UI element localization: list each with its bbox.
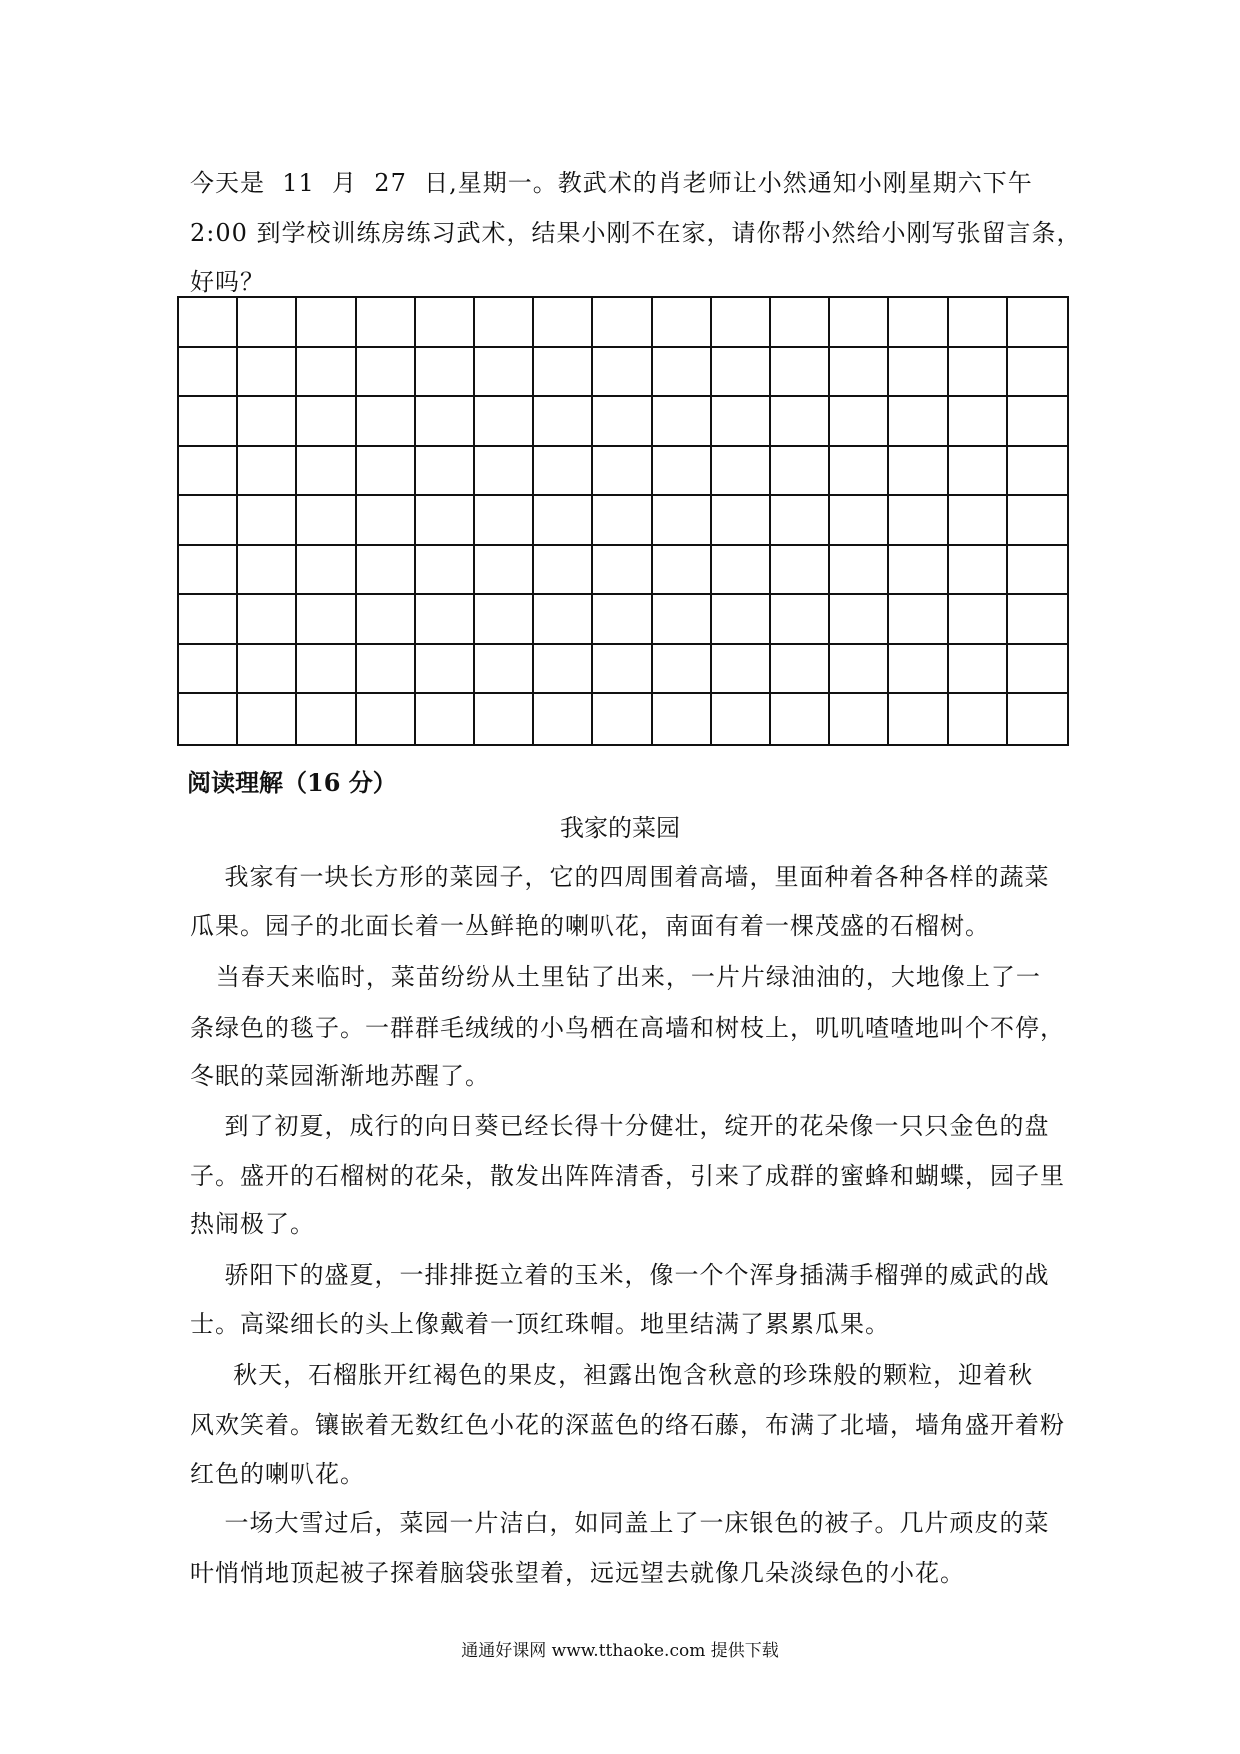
passage-line: 我家有一块长方形的菜园子，它的四周围着高墙，里面种着各种各样的蔬菜 [190, 863, 1050, 891]
grid-cell[interactable] [949, 496, 1008, 546]
grid-cell[interactable] [1008, 496, 1067, 546]
grid-cell[interactable] [712, 298, 771, 348]
grid-cell[interactable] [475, 298, 534, 348]
grid-cell[interactable] [653, 496, 712, 546]
grid-cell[interactable] [357, 496, 416, 546]
grid-cell[interactable] [889, 397, 948, 447]
grid-cell[interactable] [534, 595, 593, 645]
passage-line: 子。盛开的石榴树的花朵，散发出阵阵清香，引来了成群的蜜蜂和蝴蝶，园子里 [190, 1162, 1065, 1190]
passage-line: 当春天来临时，菜苗纷纷从土里钻了出来，一片片绿油油的，大地像上了一 [190, 963, 1041, 991]
grid-cell[interactable] [771, 447, 830, 497]
grid-cell[interactable] [771, 645, 830, 695]
grid-cell[interactable] [297, 546, 356, 596]
grid-cell[interactable] [889, 595, 948, 645]
grid-cell[interactable] [830, 348, 889, 398]
grid-cell[interactable] [297, 298, 356, 348]
grid-cell[interactable] [889, 694, 948, 744]
grid-cell[interactable] [653, 298, 712, 348]
grid-cell[interactable] [1008, 595, 1067, 645]
grid-cell[interactable] [416, 447, 475, 497]
grid-cell[interactable] [238, 397, 297, 447]
grid-cell[interactable] [179, 645, 238, 695]
grid-cell[interactable] [593, 496, 652, 546]
grid-cell[interactable] [357, 298, 416, 348]
grid-cell[interactable] [238, 694, 297, 744]
grid-cell[interactable] [1008, 348, 1067, 398]
grid-cell[interactable] [889, 645, 948, 695]
grid-cell[interactable] [1008, 546, 1067, 596]
grid-cell[interactable] [830, 595, 889, 645]
grid-cell[interactable] [593, 447, 652, 497]
grid-cell[interactable] [949, 645, 1008, 695]
grid-cell[interactable] [771, 397, 830, 447]
passage-title: 我家的菜园 [560, 814, 680, 842]
grid-cell[interactable] [830, 645, 889, 695]
grid-cell[interactable] [771, 595, 830, 645]
grid-cell[interactable] [1008, 447, 1067, 497]
grid-cell[interactable] [771, 496, 830, 546]
grid-cell[interactable] [534, 348, 593, 398]
passage-line: 一场大雪过后，菜园一片洁白，如同盖上了一床银色的被子。几片顽皮的菜 [190, 1509, 1050, 1537]
grid-cell[interactable] [712, 694, 771, 744]
passage-line: 士。高粱细长的头上像戴着一顶红珠帽。地里结满了累累瓜果。 [190, 1310, 890, 1338]
grid-cell[interactable] [475, 496, 534, 546]
grid-cell[interactable] [593, 694, 652, 744]
grid-cell[interactable] [889, 348, 948, 398]
grid-cell[interactable] [297, 348, 356, 398]
prompt-line: 今天是 11 月 27 日,星期一。教武术的肖老师让小然通知小刚星期六下午 [190, 169, 1033, 197]
grid-cell[interactable] [416, 546, 475, 596]
grid-cell[interactable] [179, 496, 238, 546]
grid-cell[interactable] [653, 694, 712, 744]
grid-cell[interactable] [238, 447, 297, 497]
grid-cell[interactable] [712, 348, 771, 398]
grid-cell[interactable] [179, 298, 238, 348]
grid-cell[interactable] [712, 645, 771, 695]
grid-cell[interactable] [238, 298, 297, 348]
grid-cell[interactable] [297, 694, 356, 744]
passage-line: 到了初夏，成行的向日葵已经长得十分健壮，绽开的花朵像一只只金色的盘 [190, 1112, 1050, 1140]
grid-cell[interactable] [593, 645, 652, 695]
grid-cell[interactable] [653, 397, 712, 447]
passage-line: 红色的喇叭花。 [190, 1460, 365, 1488]
grid-cell[interactable] [297, 447, 356, 497]
passage-line: 秋天，石榴胀开红褐色的果皮，袒露出饱含秋意的珍珠般的颗粒，迎着秋 [190, 1361, 1034, 1389]
grid-cell[interactable] [179, 694, 238, 744]
grid-cell[interactable] [949, 595, 1008, 645]
grid-cell[interactable] [949, 447, 1008, 497]
grid-cell[interactable] [889, 298, 948, 348]
grid-cell[interactable] [593, 595, 652, 645]
grid-cell[interactable] [357, 447, 416, 497]
grid-cell[interactable] [357, 694, 416, 744]
grid-cell[interactable] [653, 348, 712, 398]
grid-cell[interactable] [534, 645, 593, 695]
grid-cell[interactable] [712, 496, 771, 546]
grid-cell[interactable] [357, 595, 416, 645]
grid-cell[interactable] [830, 298, 889, 348]
passage-line: 条绿色的毯子。一群群毛绒绒的小鸟栖在高墙和树枝上，叽叽喳喳地叫个不停， [190, 1014, 1065, 1042]
grid-cell[interactable] [1008, 694, 1067, 744]
grid-cell[interactable] [238, 546, 297, 596]
grid-cell[interactable] [416, 298, 475, 348]
grid-cell[interactable] [712, 447, 771, 497]
grid-cell[interactable] [593, 348, 652, 398]
grid-cell[interactable] [949, 298, 1008, 348]
grid-cell[interactable] [771, 298, 830, 348]
grid-cell[interactable] [653, 645, 712, 695]
grid-cell[interactable] [534, 397, 593, 447]
grid-cell[interactable] [712, 397, 771, 447]
grid-cell[interactable] [475, 348, 534, 398]
grid-cell[interactable] [534, 298, 593, 348]
grid-cell[interactable] [830, 447, 889, 497]
grid-cell[interactable] [949, 546, 1008, 596]
grid-cell[interactable] [889, 447, 948, 497]
grid-cell[interactable] [297, 645, 356, 695]
grid-cell[interactable] [475, 694, 534, 744]
grid-cell[interactable] [357, 348, 416, 398]
passage-line: 叶悄悄地顶起被子探着脑袋张望着，远远望去就像几朵淡绿色的小花。 [190, 1559, 965, 1587]
grid-cell[interactable] [475, 447, 534, 497]
grid-cell[interactable] [1008, 298, 1067, 348]
section-heading: 阅读理解（16 分） [187, 768, 397, 797]
grid-cell[interactable] [475, 645, 534, 695]
grid-cell[interactable] [357, 546, 416, 596]
grid-cell[interactable] [475, 397, 534, 447]
grid-cell[interactable] [889, 546, 948, 596]
grid-cell[interactable] [238, 645, 297, 695]
grid-cell[interactable] [179, 595, 238, 645]
passage-line: 风欢笑着。镶嵌着无数红色小花的深蓝色的络石藤，布满了北墙，墙角盛开着粉 [190, 1411, 1065, 1439]
grid-cell[interactable] [830, 694, 889, 744]
prompt-line: 好吗？ [190, 268, 265, 296]
passage-line: 热闹极了。 [190, 1210, 315, 1238]
grid-cell[interactable] [593, 546, 652, 596]
grid-cell[interactable] [1008, 397, 1067, 447]
passage-line: 瓜果。园子的北面长着一丛鲜艳的喇叭花，南面有着一棵茂盛的石榴树。 [190, 912, 990, 940]
grid-cell[interactable] [357, 397, 416, 447]
grid-cell[interactable] [416, 496, 475, 546]
grid-cell[interactable] [889, 496, 948, 546]
grid-cell[interactable] [593, 397, 652, 447]
grid-cell[interactable] [534, 546, 593, 596]
grid-cell[interactable] [830, 397, 889, 447]
prompt-line: 2:00 到学校训练房练习武术，结果小刚不在家，请你帮小然给小刚写张留言条， [190, 219, 1082, 247]
grid-cell[interactable] [712, 546, 771, 596]
grid-cell[interactable] [771, 348, 830, 398]
grid-cell[interactable] [297, 595, 356, 645]
grid-cell[interactable] [534, 694, 593, 744]
grid-cell[interactable] [416, 595, 475, 645]
grid-cell[interactable] [179, 348, 238, 398]
grid-cell[interactable] [534, 447, 593, 497]
grid-cell[interactable] [653, 595, 712, 645]
grid-cell[interactable] [949, 397, 1008, 447]
grid-cell[interactable] [593, 298, 652, 348]
grid-cell[interactable] [179, 546, 238, 596]
grid-cell[interactable] [1008, 645, 1067, 695]
grid-cell[interactable] [949, 694, 1008, 744]
grid-cell[interactable] [238, 348, 297, 398]
footer-credit: 通通好课网 www.tthaoke.com 提供下载 [461, 1641, 779, 1661]
passage-line: 冬眠的菜园渐渐地苏醒了。 [190, 1062, 490, 1090]
grid-cell[interactable] [830, 546, 889, 596]
grid-cell[interactable] [475, 546, 534, 596]
grid-cell[interactable] [357, 645, 416, 695]
grid-cell[interactable] [830, 496, 889, 546]
grid-cell[interactable] [297, 397, 356, 447]
grid-cell[interactable] [297, 496, 356, 546]
grid-cell[interactable] [238, 496, 297, 546]
grid-cell[interactable] [416, 397, 475, 447]
grid-cell[interactable] [238, 595, 297, 645]
passage-line: 骄阳下的盛夏，一排排挺立着的玉米，像一个个浑身插满手榴弹的威武的战 [190, 1261, 1050, 1289]
grid-cell[interactable] [416, 348, 475, 398]
grid-cell[interactable] [949, 348, 1008, 398]
grid-cell[interactable] [771, 694, 830, 744]
grid-cell[interactable] [712, 595, 771, 645]
grid-cell[interactable] [534, 496, 593, 546]
grid-cell[interactable] [475, 595, 534, 645]
writing-grid[interactable] [177, 296, 1069, 746]
grid-cell[interactable] [416, 694, 475, 744]
grid-cell[interactable] [416, 645, 475, 695]
grid-cell[interactable] [179, 447, 238, 497]
grid-cell[interactable] [653, 546, 712, 596]
grid-cell[interactable] [179, 397, 238, 447]
grid-cell[interactable] [771, 546, 830, 596]
grid-cell[interactable] [653, 447, 712, 497]
